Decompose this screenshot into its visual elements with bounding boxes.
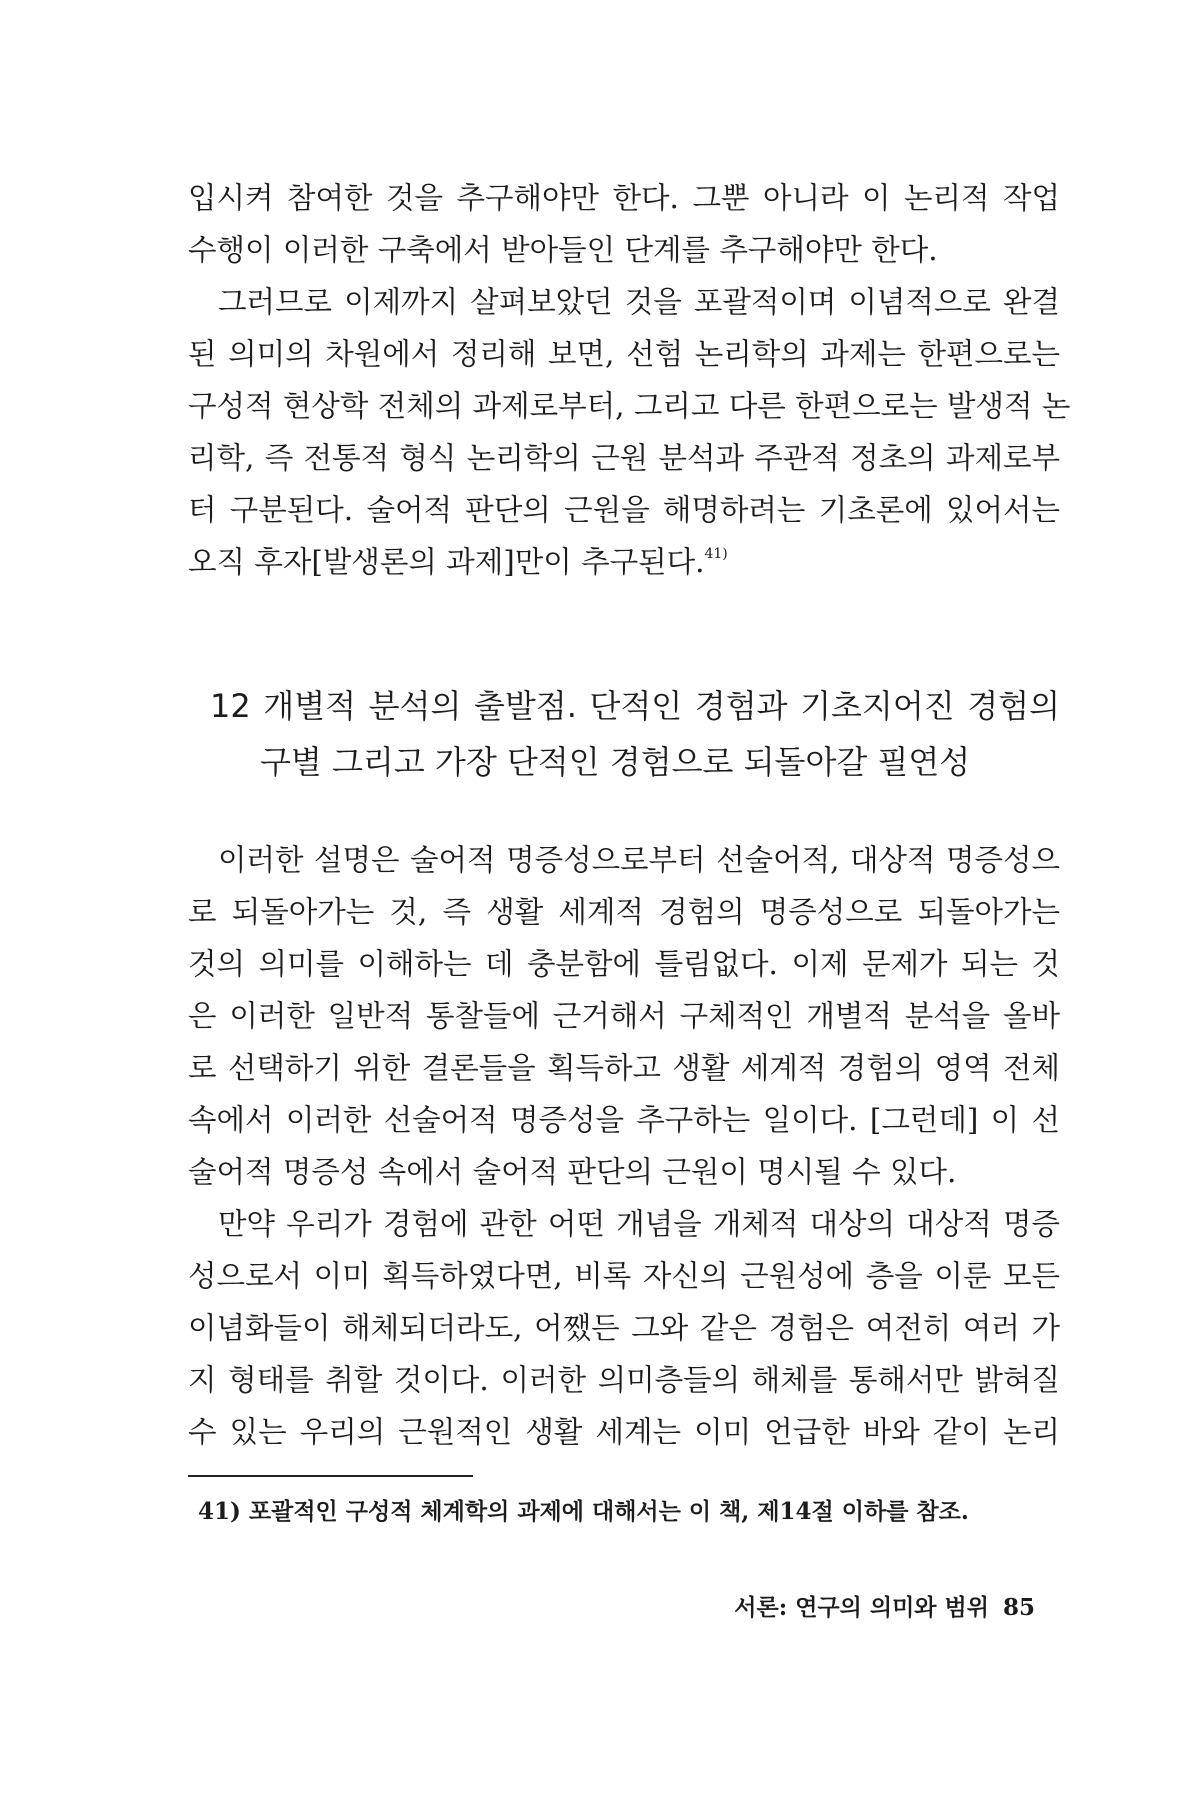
body-text-bottom [188, 834, 1060, 1458]
text-line: 이러한 설명은 술어적 명증성으로부터 선술어적, 대상적 명증성으 [218, 843, 1060, 877]
running-footer [734, 1590, 1035, 1626]
text-line: 만약 우리가 경험에 관한 어떤 개념을 개체적 대상의 대상적 명증 [218, 1207, 1060, 1241]
running-footer-title: 서론: 연구의 의미와 범위 [734, 1594, 989, 1621]
section-heading [210, 678, 1060, 790]
text-line: 구성적 현상학 전체의 과제로부터, 그리고 다른 한편으로는 발생적 논 [188, 389, 1071, 423]
text-line: 리학, 즉 전통적 형식 논리학의 근원 분석과 주관적 정초의 과제로부 [188, 441, 1060, 475]
text-line: 것의 의미를 이해하는 데 충분함에 틀림없다. 이제 문제가 되는 것 [188, 947, 1060, 981]
text-line: 은 이러한 일반적 통찰들에 근거해서 구체적인 개별적 분석을 올바 [188, 999, 1060, 1033]
footnote-divider [188, 1475, 473, 1477]
section-heading-line-1: 12 개별적 분석의 출발점. 단적인 경험과 기초지어진 경험의 [210, 687, 1060, 725]
text-line: 지 형태를 취할 것이다. 이러한 의미층들의 해체를 통해서만 밝혀질 [188, 1363, 1060, 1397]
text-line: 성으로서 이미 획득하였다면, 비록 자신의 근원성에 층을 이룬 모든 [188, 1259, 1060, 1293]
text-line: 로 되돌아가는 것, 즉 생활 세계적 경험의 명증성으로 되돌아가는 [188, 895, 1060, 929]
text-line: 이념화들이 해체되더라도, 어쨌든 그와 같은 경험은 여전히 여러 가 [188, 1311, 1060, 1345]
paragraph-end-text: 오직 후자[발생론의 과제]만이 추구된다. [188, 545, 705, 579]
section-heading-line-2: 구별 그리고 가장 단적인 경험으로 되돌아갈 필연성 [260, 743, 971, 781]
page-number: 85 [1002, 1594, 1035, 1621]
footnote-reference: 41) [704, 546, 728, 562]
text-line: 속에서 이러한 선술어적 명증성을 추구하는 일이다. [그런데] 이 선 [188, 1103, 1060, 1137]
text-line: 그러므로 이제까지 살펴보았던 것을 포괄적이며 이념적으로 완결 [218, 285, 1060, 319]
text-line-with-footnote [188, 536, 1060, 588]
text-line: 입시켜 참여한 것을 추구해야만 한다. 그뿐 아니라 이 논리적 작업 [188, 181, 1060, 215]
text-line: 수행이 이러한 구축에서 받아들인 단계를 추구해야만 한다. [188, 233, 938, 267]
text-line: 된 의미의 차원에서 정리해 보면, 선험 논리학의 과제는 한편으로는 [188, 337, 1060, 371]
text-line: 수 있는 우리의 근원적인 생활 세계는 이미 언급한 바와 같이 논리 [188, 1415, 1060, 1449]
body-text-top [188, 172, 1071, 588]
footnote: 41) 포괄적인 구성적 체계학의 과제에 대해서는 이 책, 제14절 이하를 참조. [198, 1498, 969, 1525]
text-line: 술어적 명증성 속에서 술어적 판단의 근원이 명시될 수 있다. [188, 1155, 957, 1189]
text-line: 터 구분된다. 술어적 판단의 근원을 해명하려는 기초론에 있어서는 [188, 493, 1060, 527]
text-line: 로 선택하기 위한 결론들을 획득하고 생활 세계적 경험의 영역 전체 [188, 1051, 1060, 1085]
